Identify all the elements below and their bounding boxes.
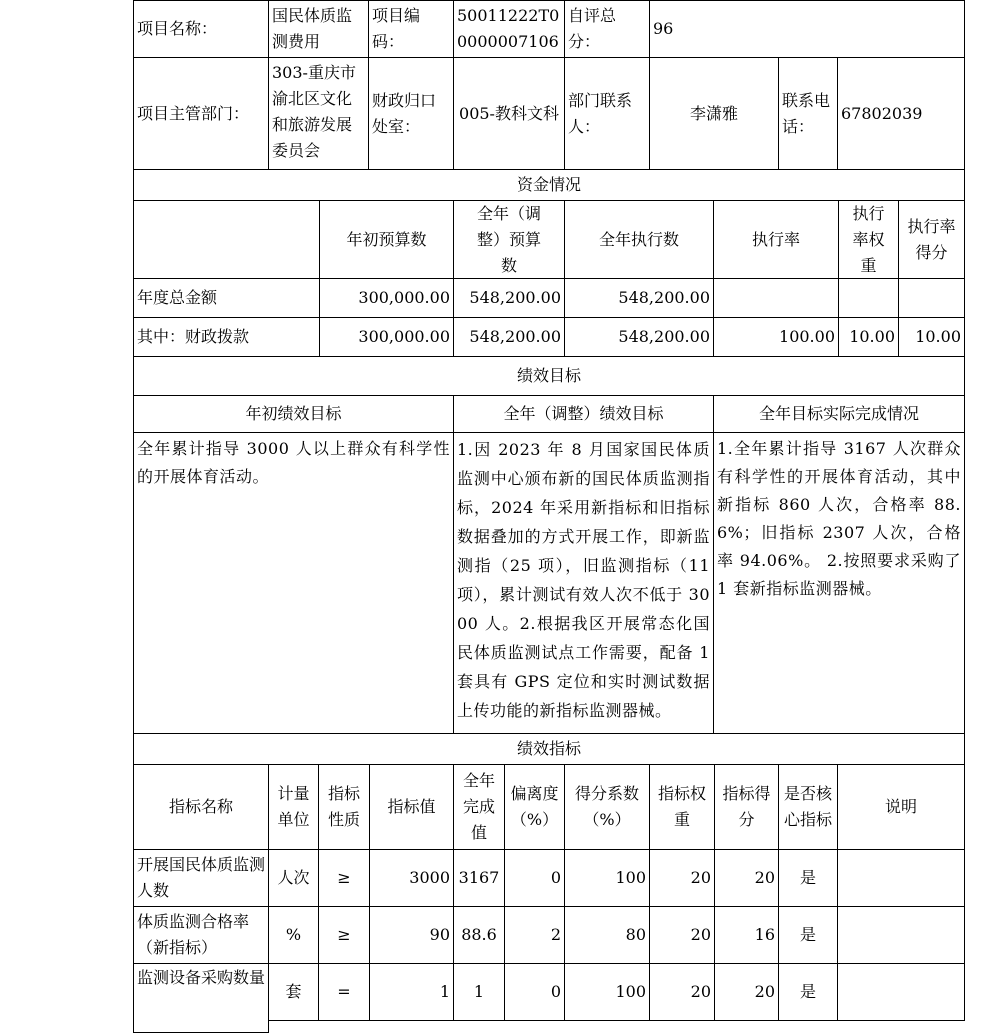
ind-row-name: 体质监测合格率（新指标） [133, 906, 269, 964]
ind-header-weight: 指标权重 [649, 764, 715, 850]
ind-row-unit: % [268, 906, 319, 964]
ind-row-deviation: 2 [504, 906, 565, 964]
ind-row-unit: 人次 [268, 849, 319, 907]
ind-row-score: 20 [714, 849, 779, 907]
funds-header-score: 执行率得分 [898, 200, 965, 279]
ind-row-score: 20 [714, 963, 779, 1021]
project-code-label: 项目编码： [368, 0, 454, 58]
funds-row-label: 年度总金额 [133, 278, 320, 318]
funds-header-adjusted: 全年（调整）预算数 [453, 200, 565, 279]
contact-label: 部门联系人： [564, 57, 650, 170]
ind-header-name: 指标名称 [133, 764, 269, 850]
funds-row-executed: 548,200.00 [564, 317, 714, 357]
funds-header-blank [133, 200, 320, 279]
ind-row-note [837, 849, 965, 907]
ind-row-nature: ≥ [318, 849, 370, 907]
ind-header-actual: 全年完成值 [453, 764, 505, 850]
ind-row-target: 1 [369, 963, 454, 1021]
ind-row-note [837, 963, 965, 1021]
ind-row-nature: ≥ [318, 906, 370, 964]
funds-header-weight: 执行率权重 [838, 200, 899, 279]
funds-header-budget: 年初预算数 [319, 200, 454, 279]
funds-row-weight [838, 278, 899, 318]
ind-header-nature: 指标性质 [318, 764, 370, 850]
ind-row-core: 是 [778, 849, 838, 907]
finance-office-value: 005-教科文科 [453, 57, 565, 170]
ind-row-core: 是 [778, 963, 838, 1021]
goals-adjusted-text: 1.因 2023 年 8 月国家国民体质监测中心颁布新的国民体质监测指标，2024 年采用新指标和旧指标数据叠加的方式开展工作，即新监测指（25 项），旧监测指标（11 项），累计测试有效人次不低于 3000 人。2.根据我区开展常态化国民体质监测试点工作需要，配备 1 套具有 GPS 定位和实时测试数据上传功能的新指标监测器械。 [453, 432, 714, 734]
goals-initial-text: 全年累计指导 3000 人以上群众有科学性的开展体育活动。 [133, 432, 454, 734]
funds-row-weight: 10.00 [838, 317, 899, 357]
ind-header-score: 指标得分 [714, 764, 779, 850]
ind-row-coef: 80 [564, 906, 650, 964]
funds-row-label: 其中：财政拨款 [133, 317, 320, 357]
ind-row-weight: 20 [649, 963, 715, 1021]
finance-office-label: 财政归口处室： [368, 57, 454, 170]
funds-row-rate [713, 278, 839, 318]
ind-row-actual: 1 [453, 963, 505, 1021]
ind-row-coef: 100 [564, 849, 650, 907]
funds-row-budget: 300,000.00 [319, 278, 454, 318]
funds-row-score: 10.00 [898, 317, 965, 357]
ind-row-weight: 20 [649, 849, 715, 907]
ind-row-unit: 套 [268, 963, 319, 1021]
contact-value: 李潇雅 [649, 57, 779, 170]
self-score-value: 96 [649, 0, 965, 58]
phone-label: 联系电话： [778, 57, 838, 170]
funds-header-executed: 全年执行数 [564, 200, 714, 279]
ind-row-target: 90 [369, 906, 454, 964]
ind-row-coef: 100 [564, 963, 650, 1021]
funds-header-rate: 执行率 [713, 200, 839, 279]
funds-row-rate: 100.00 [713, 317, 839, 357]
ind-header-note: 说明 [837, 764, 965, 850]
funds-row-budget: 300,000.00 [319, 317, 454, 357]
dept-label: 项目主管部门： [133, 57, 269, 170]
funds-row-adjusted: 548,200.00 [453, 317, 565, 357]
ind-row-actual: 3167 [453, 849, 505, 907]
ind-header-coef: 得分系数（%） [564, 764, 650, 850]
ind-header-target: 指标值 [369, 764, 454, 850]
ind-row-note [837, 906, 965, 964]
ind-row-nature: = [318, 963, 370, 1021]
ind-row-target: 3000 [369, 849, 454, 907]
project-name-label: 项目名称： [133, 0, 269, 58]
ind-row-core: 是 [778, 906, 838, 964]
goals-actual-text: 1.全年累计指导 3167 人次群众有科学性的开展体育活动，其中新指标 860 人次，合格率 88.6%；旧指标 2307 人次，合格率 94.06%。 2.按照要求采购了 1 套新指标监测器械。 [713, 432, 965, 734]
goals-header-adjusted: 全年（调整）绩效目标 [453, 395, 714, 433]
self-score-label: 自评总分： [564, 0, 650, 58]
funds-row-score [898, 278, 965, 318]
goals-section-title: 绩效目标 [133, 356, 965, 396]
ind-header-core: 是否核心指标 [778, 764, 838, 850]
ind-row-weight: 20 [649, 906, 715, 964]
ind-row-score: 16 [714, 906, 779, 964]
ind-row-name: 开展国民体质监测人数 [133, 849, 269, 907]
project-name-value: 国民体质监测费用 [268, 0, 369, 58]
ind-header-unit: 计量单位 [268, 764, 319, 850]
ind-header-deviation: 偏离度（%） [504, 764, 565, 850]
phone-value: 67802039 [837, 57, 965, 170]
funds-row-executed: 548,200.00 [564, 278, 714, 318]
funds-section-title: 资金情况 [133, 169, 965, 201]
ind-row-deviation: 0 [504, 849, 565, 907]
dept-value: 303-重庆市渝北区文化和旅游发展委员会 [268, 57, 369, 170]
project-code-value: 50011222T00000007106 [453, 0, 565, 58]
funds-row-adjusted: 548,200.00 [453, 278, 565, 318]
goals-header-actual: 全年目标实际完成情况 [713, 395, 965, 433]
ind-row-name: 监测设备采购数量 [133, 963, 269, 1033]
ind-row-actual: 88.6 [453, 906, 505, 964]
goals-header-initial: 年初绩效目标 [133, 395, 454, 433]
indicators-section-title: 绩效指标 [133, 733, 965, 765]
ind-row-deviation: 0 [504, 963, 565, 1021]
